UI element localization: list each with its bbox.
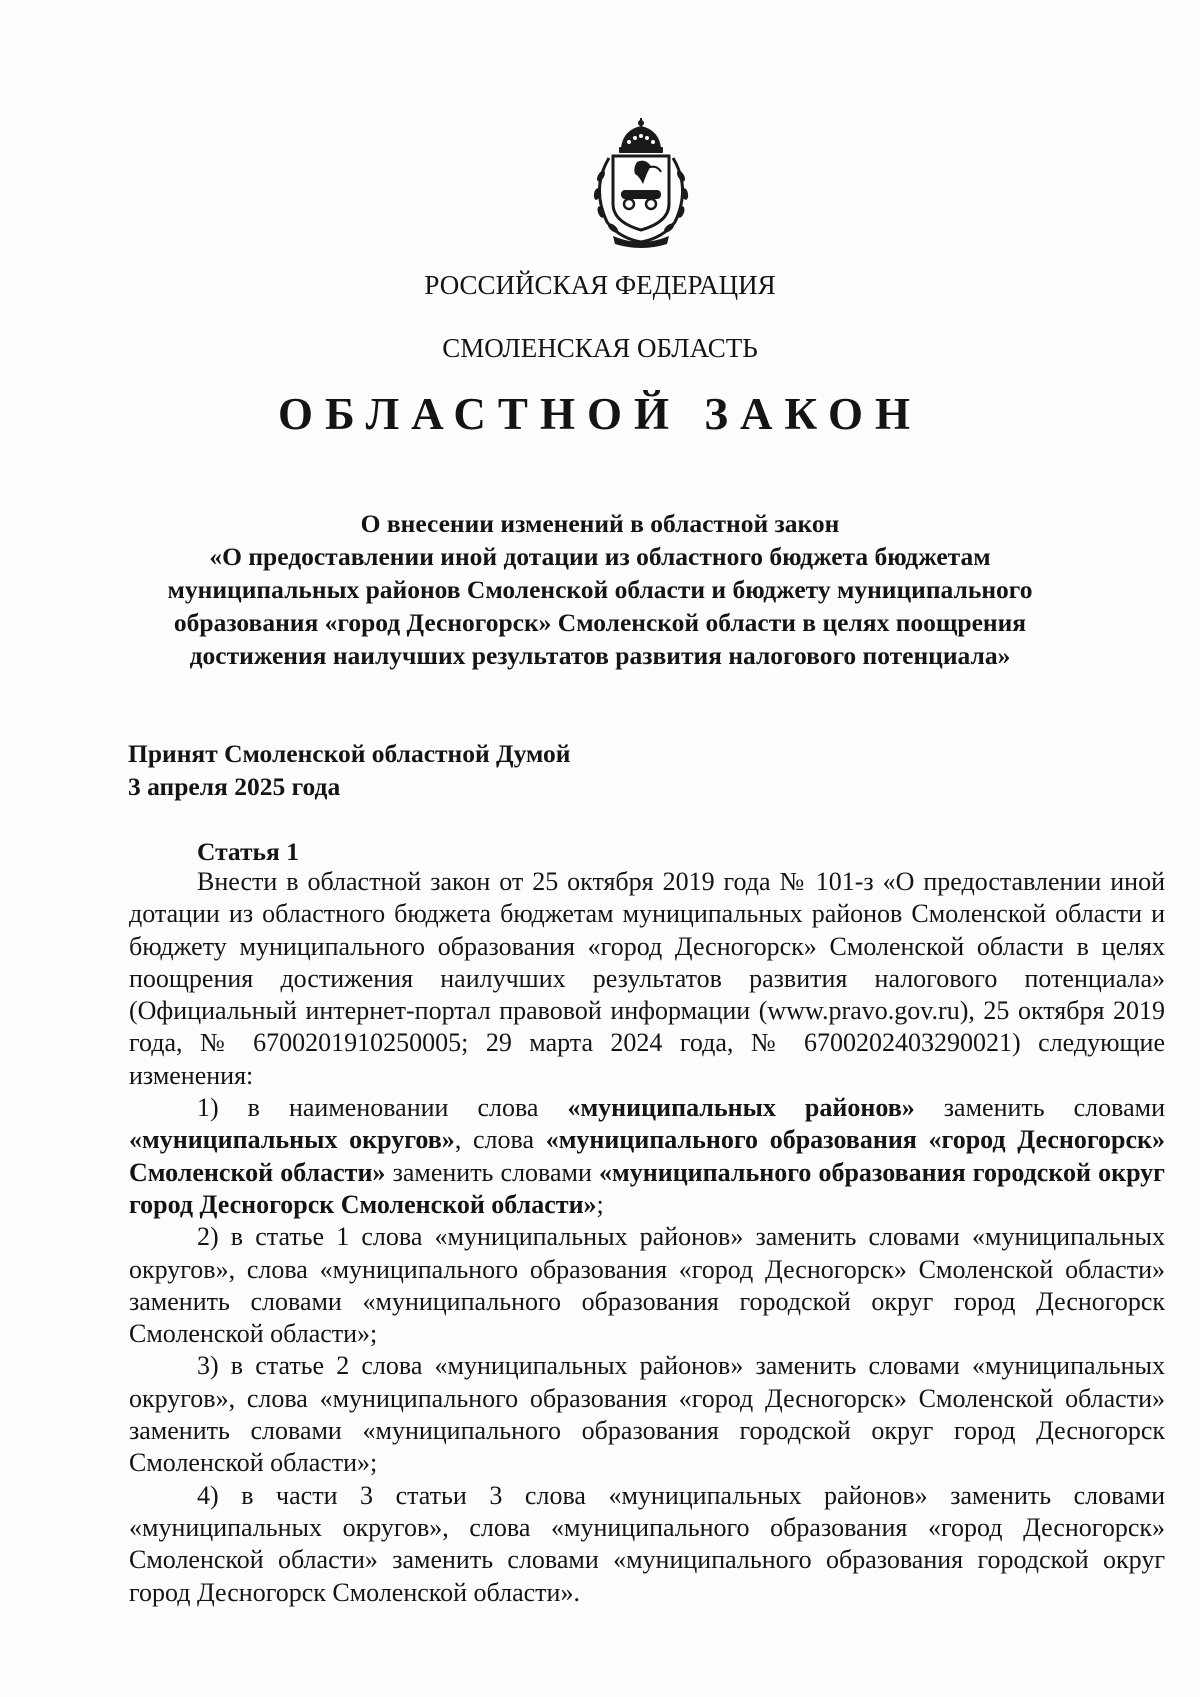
article-1-item-3: 3) в статье 2 слова «муниципальных районов» заменить словами «муниципальных округов», слова «муниципального образования «город Десногорск» Смоленской области» заменить словами «муниципального образования городской округ город Десногорск Смоленской области»; xyxy=(129,1351,1165,1478)
article-1-item-1: 1) в наименовании слова «муниципальных районов» заменить словами «муниципальных округов», слова «муниципального образования «город Десногорск» Смоленской области» заменить словами «муниципального образования городской округ город Десногорск Смоленской области»; xyxy=(129,1093,1165,1219)
article-1-intro: Внести в областной закон от 25 октября 2019 года № 101-з «О предоставлении иной дотации из областного бюджета бюджетам муниципальных районов Смоленской области и бюджету муниципального образования «город Десногорск» Смоленской области в целях поощрения достижения наилучших результатов развития налогового потенциала» (Официальный интернет-портал правовой информации (www.pravo.gov.ru), 25 октября 2019 года, № 6700201910250005; 29 марта 2024 года, № 6700202403290021) следующие изменения: xyxy=(129,867,1165,1090)
law-title xyxy=(130,507,1070,672)
law-title-line: достижения наилучших результатов развития налогового потенциала» xyxy=(189,641,1011,670)
adoption-date: 3 апреля 2025 года xyxy=(128,772,341,801)
law-title-line: образования «город Десногорск» Смоленской области в целях поощрения xyxy=(173,608,1027,637)
law-title-line: муниципальных районов Смоленской области и бюджету муниципального xyxy=(167,575,1033,604)
article-1-item-4: 4) в части 3 статьи 3 слова «муниципальных районов» заменить словами «муниципальных округов», слова «муниципального образования «город Десногорск» Смоленской области» заменить словами «муниципального образования городской округ город Десногорск Смоленской области». xyxy=(129,1480,1165,1607)
law-title-line: «О предоставлении иной дотации из областного бюджета бюджетам xyxy=(209,542,991,571)
article-1-item-2: 2) в статье 1 слова «муниципальных районов» заменить словами «муниципальных округов», слова «муниципального образования «город Десногорск» Смоленской области» заменить словами «муниципального образования городской округ город Десногорск Смоленской области»; xyxy=(129,1222,1165,1349)
document-type-heading: ОБЛАСТНОЙ ЗАКОН xyxy=(278,389,922,439)
country-heading: РОССИЙСКАЯ ФЕДЕРАЦИЯ xyxy=(424,270,776,300)
region-heading: СМОЛЕНСКАЯ ОБЛАСТЬ xyxy=(442,333,758,363)
coat-of-arms-icon xyxy=(583,118,699,250)
article-1-heading: Статья 1 xyxy=(197,837,299,866)
article-1-body xyxy=(129,866,1165,1609)
adoption-body: Принят Смоленской областной Думой xyxy=(128,739,571,768)
law-title-line: О внесении изменений в областной закон xyxy=(360,509,840,538)
adoption-block xyxy=(128,737,570,803)
